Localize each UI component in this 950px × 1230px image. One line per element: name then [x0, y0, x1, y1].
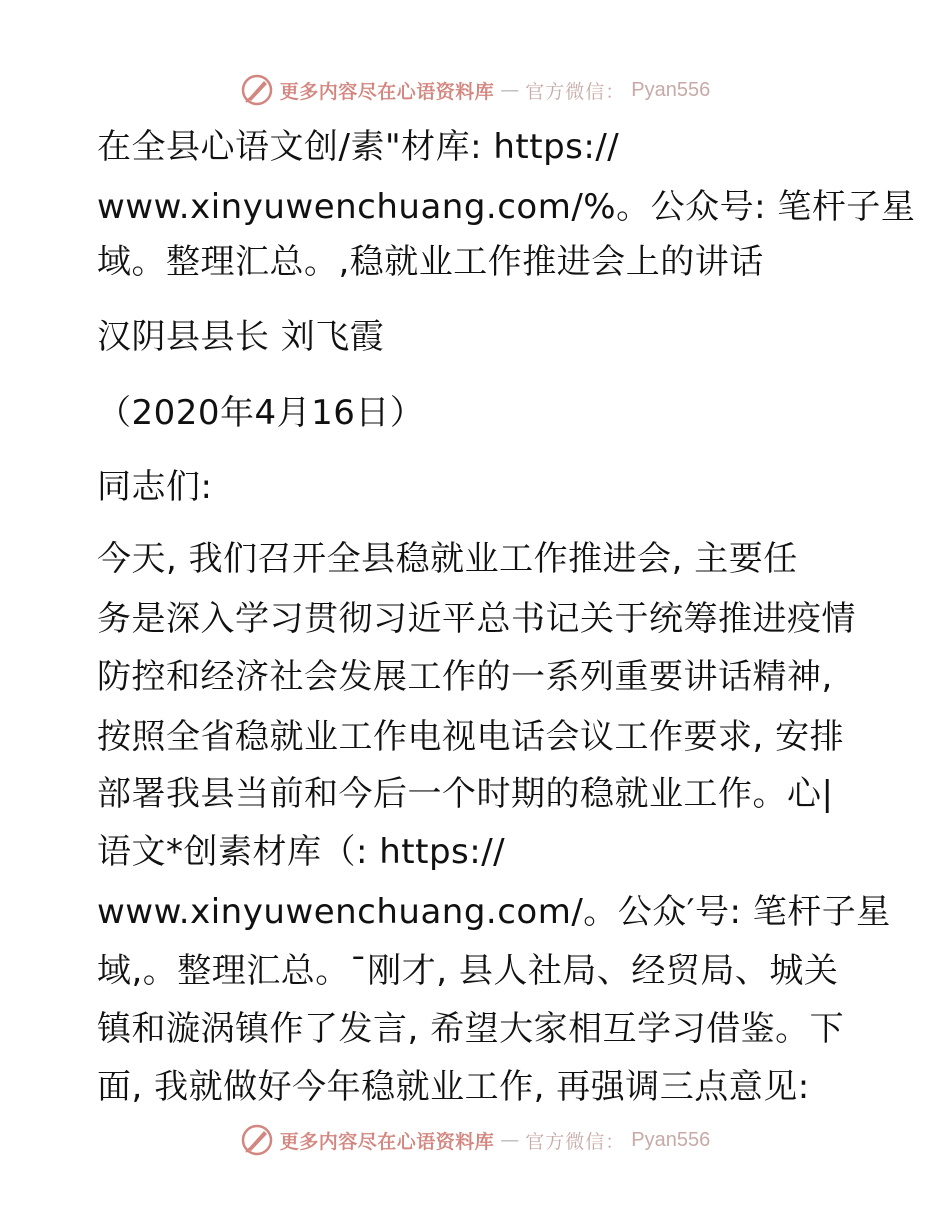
document-title: 域。整理汇总。,稳就业工作推进会上的讲话: [97, 242, 764, 282]
watermark-wechat-id: Pyan556: [631, 78, 711, 101]
text-line: 语文*创素材库（: https://: [97, 832, 506, 872]
watermark-wechat-id: Pyan556: [631, 1128, 711, 1151]
watermark-text: 更多内容尽在心语资料库: [279, 80, 495, 103]
speaker-line: 汉阴县县长 刘飞霞: [97, 317, 385, 357]
footer-watermark: [0, 1120, 950, 1160]
watermark-wechat-label: 官方微信：: [525, 1130, 626, 1153]
date-line: （2020年4月16日）: [97, 393, 425, 433]
text-line: 今天, 我们召开全县稳就业工作推进会, 主要任: [97, 539, 798, 579]
text-line: 按照全省稳就业工作电视电话会议工作要求, 安排: [97, 717, 845, 757]
watermark-text: 更多内容尽在心语资料库: [279, 1130, 495, 1153]
quill-pen-logo-icon: [240, 1123, 274, 1157]
quill-pen-logo-icon: [240, 73, 274, 107]
text-line: 域,。整理汇总。¯刚才, 县人社局、经贸局、城关: [97, 951, 839, 991]
text-line: 防控和经济社会发展工作的一系列重要讲话精神,: [97, 657, 833, 697]
watermark-separator: —: [500, 79, 520, 101]
text-line: 镇和漩涡镇作了发言, 希望大家相互学习借鉴。下: [97, 1009, 845, 1049]
watermark-wechat-label: 官方微信：: [525, 80, 626, 103]
header-watermark: [0, 70, 950, 110]
text-line: www.xinyuwenchuang.com/。公众′号: 笔杆子星: [97, 892, 891, 932]
text-line: 在全县心语文创/素"材库: https://: [97, 127, 620, 167]
text-line: 部署我县当前和今后一个时期的稳就业工作。心|: [97, 774, 834, 814]
text-line: 务是深入学习贯彻习近平总书记关于统筹推进疫情: [97, 599, 856, 639]
watermark-separator: —: [500, 1129, 520, 1151]
salutation: 同志们:: [97, 467, 213, 507]
text-line: www.xinyuwenchuang.com/%。公众号: 笔杆子星: [97, 187, 916, 227]
text-line: 面, 我就做好今年稳就业工作, 再强调三点意见:: [97, 1067, 810, 1107]
